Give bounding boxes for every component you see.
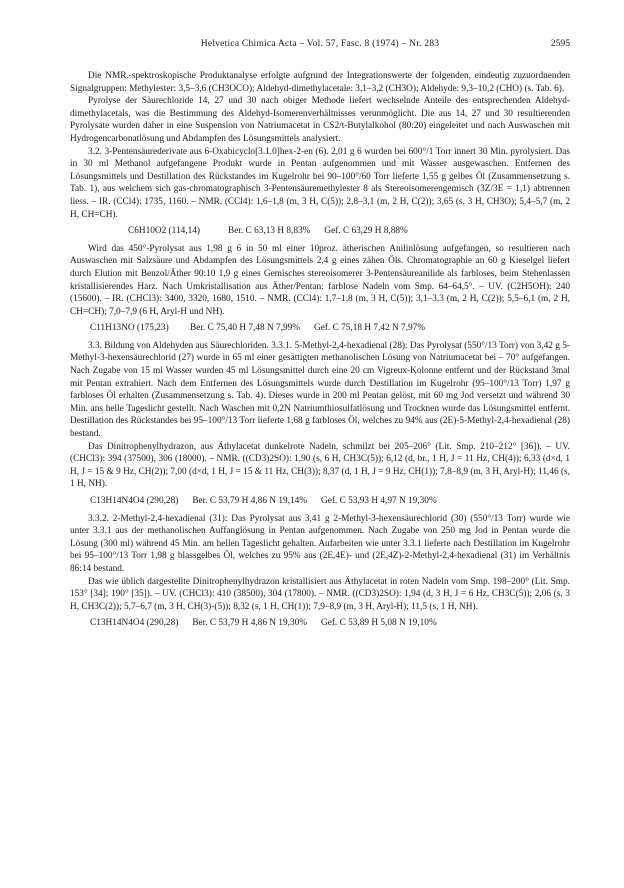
found-values: Gef. C 63,29 H 8,88% [324,226,408,237]
paragraph-dinitrophenylhydrazone-28: Das Dinitrophenylhydrazon, aus Äthylacetat dunkelrote Nadeln, schmilzt bei 205–206° (Lit. Smp. 210–212° [36]). – UV. (CHCl3): 394 (37500), 306 (18000). – NMR. ((CD3)2SO): 1,90 (s, 6 H, CH3C(5)); 6,12 (d, br., 1 H, J = 11 Hz, CH(4)); 6,33 (d×d, 1 H, J = 15 & 9 Hz, CH(2)); 7,00 (d×d, 1 H, J = 15 & 11 Hz, CH(3)); 8,37 (d, 1 H, J = 9 Hz, CH(1)); 7,8–8,9 (m, 3 H, Aryl-H); 11,46 (s, 1 H, NH). [70,441,570,490]
paragraph-section-3-2: 3.2. 3-Pentensäurederivate aus 6-Oxabicyclo[3.1.0]hex-2-en (6). 2,01 g 6 wurden bei 600°/1 Torr innert 30 Min. pyrolysiert. Das in 30 ml Methanol aufgefangene Produkt wurde in Pentan aufgenommen und mit Wasser ausgewaschen. Entfernen des Lösungsmittels und Destillation des Rückstandes im Kugelrohr bei 90–100°/60 Torr lieferte 1,55 g gelbes Öl (Zusammensetzung s. Tab. 1), aus welchem sich gas-chromatographisch 3-Pentensäuremethylester 8 als Stereoisomerengemisch (3Z/3E = 1,1) abtrennen liess. – IR. (CCl4): 1735, 1160. – NMR. (CCl4): 1,6–1,8 (m, 3 H, C(5)); 2,8–3,1 (m, 2 H, C(2)); 3,65 (s, 3 H, CH3O); 5,4–5,7 (m, 2 H, CH=CH). [70,146,570,220]
elemental-analysis-3 [70,491,570,513]
paragraph-section-3-3-2: 3.3.2. 2-Methyl-2,4-hexadienal (31): Das Pyrolysat aus 3,41 g 2-Methyl-3-hexensäurechlorid (30) (550°/13 Torr) wurde wie unter 3.3.1 aus der methanolischen Auffanglösung in Pentan aufgenommen. Nach Zugabe von 250 mg Jod in Pentan wurde die Lösung (300 ml) während 45 Min. am hellen Tageslicht gehalten. Aufarbeiten wie unter 3.3.1 lieferte nach Destillation im Kugelrohr bei 95–100°/13 Torr 1,98 g blassgelbes Öl, welches zu 95% aus (2E,4E)- und (2E,4Z)-2-Methyl-2,4-hexadienal (31) im Verhältnis 86:14 bestand. [70,513,570,574]
paragraph-nmr-analysis: Die NMR.-spektroskopische Produktanalyse erfolgte aufgrund der Integrationswerte der folgenden, eindeutig zuzuordnenden Signalgruppen: Methylester: 3,5–3,6 (CH3OCO); Aldehyd-dimethylacetale: 3,1–3,2 (CH3O); Aldehyde: 9,3–10,2 (CHO) (s. Tab. 6). [70,71,570,94]
page-number: 2595 [550,38,570,49]
page-body [70,70,570,635]
paragraph-anilide: Wird das 450°-Pyrolysat aus 1,98 g 6 in 50 ml einer 10proz. ätherischen Anilinlösung aufgefangen, so resultieren nach Auswaschen mit Salzsäure und Abdampfen des Lösungsmittels 2,4 g eines zähen Öls. Chromatographie an 60 g Kieselgel liefert durch Elution mit Benzol/Äther 90:10 1,9 g eines Gemisches stereoisomerer 3-Pentensäureanilide als farbloses, beim Stehenlassen kristallisierendes Harz. Nach Umkristallisation aus Äther/Pentan: farblose Nadeln vom Smp. 64–64,5°. – UV. (C2H5OH): 240 (15600). – IR. (CHCl3): 3400, 3320, 1680, 1510. – NMR. (CCl4): 1,7–1,8 (m, 3 H, C(5)); 3,1–3,3 (m, 2 H, C(2)); 5,5–6,1 (m, 2 H, CH=CH); 7,0–7,9 (6 H, Aryl-H und NH). [70,243,570,317]
molecular-formula: C11H13NO (175,23) [90,323,169,334]
molecular-formula: C6H10O2 (114,14) [128,226,200,237]
found-values: Gef. C 75,18 H 7,42 N 7,97% [314,323,426,334]
found-values: Gef. C 53,89 H 5,08 N 19,10% [321,618,437,629]
calculated-values: Ber. C 75,40 H 7,48 N 7,99% [190,323,301,334]
calculated-values: Ber. C 53,79 H 4,86 N 19,30% [192,618,307,629]
paragraph-section-3-3: 3.3. Bildung von Aldehyden aus Säurechloriden. 3.3.1. 5-Methyl-2,4-hexadienal (28): Das Pyrolysat (550°/13 Torr) von 3,42 g 5-Methyl-3-hexensäurechlorid (27) wurde in 65 ml einer gesättigten methanolischen Lösung von Natriumacetat bei – 70° aufgefangen. Nach Zugabe von 15 ml Wasser wurden 45 ml Lösungsmittel durch eine 20 cm Vigreux-Kolonne entfernt und der Rückstand 3mal mit Pentan extrahiert. Nach dem Entfernen des Lösungsmittels wurde durch Destillation im Kugelrohr (95–100°/13 Torr) 1,97 g farbloses Öl erhalten (Zusammensetzung s. Tab. 4). Dieses wurde in 200 ml Pentan gelöst, mit 60 mg Jod versetzt und während 30 Min. ans helle Tageslicht gestellt. Nach Waschen mit 0,2N Natriumthiosulfatlösung und Trocknen wurde das Lösungsmittel entfernt. Destillation des Rückstandes bei 95–100°/13 Torr lieferte 1,68 g farbloses Öl, welches zu 94% aus (2E)-5-Methyl-2,4-hexadienal (28) bestand. [70,340,570,440]
paragraph-pyrolysis-chlorides: Pyrolyse der Säurechloride 14, 27 und 30 nach obiger Methode liefert wechselnde Anteile des entsprechenden Aldehyd-dimethylacetals, was die Bestimmung des Aldehyd-Isomerenverhältnisses verunmöglicht. Die aus 14, 27 und 30 resultierenden Pyrolysate wurden daher in eine Suspension von Natriumacetat in CS2/t-Butylalkohol (80:20) eingeleitet und nach Auswaschen mit Hydrogencarbonatlösung und Abdampfen des Lösungsmittels analysiert. [70,96,570,144]
elemental-analysis-2 [70,318,570,340]
molecular-formula: C13H14N4O4 (290,28) [90,618,179,629]
elemental-analysis-4 [70,613,570,635]
journal-title: Helvetica Chimica Acta – Vol. 57, Fasc. 8 (1974) – Nr. 283 [200,38,440,49]
calculated-values: Ber. C 63,13 H 8,83% [228,226,311,237]
elemental-analysis-1 [70,221,570,243]
found-values: Gef. C 53,93 H 4,97 N 19,30% [321,496,437,506]
molecular-formula: C13H14N4O4 (290,28) [90,496,179,506]
calculated-values: Ber. C 53,79 H 4,86 N 19,14% [192,496,307,506]
running-header [70,38,570,52]
paragraph-dinitrophenylhydrazone-31: Das wie üblich dargestellte Dinitrophenylhydrazon kristallisiert aus Äthylacetat in roten Nadeln vom Smp. 198–200° (Lit. Smp. 153° [34]; 190° [35]). – UV. (CHCl3): 410 (38500), 304 (17800). – NMR. ((CD3)2SO): 1,94 (d, 3 H, J = 6 Hz, CH3C(5)); 2,06 (s, 3 H, CH3C(2)); 5,7–6,7 (m, 3 H, CH(3)-(5)); 8,32 (s, 1 H, CH(1)); 7,9–8,9 (m, 3 H, Aryl-H); 11,5 (s, 1 H, NH). [70,576,570,612]
